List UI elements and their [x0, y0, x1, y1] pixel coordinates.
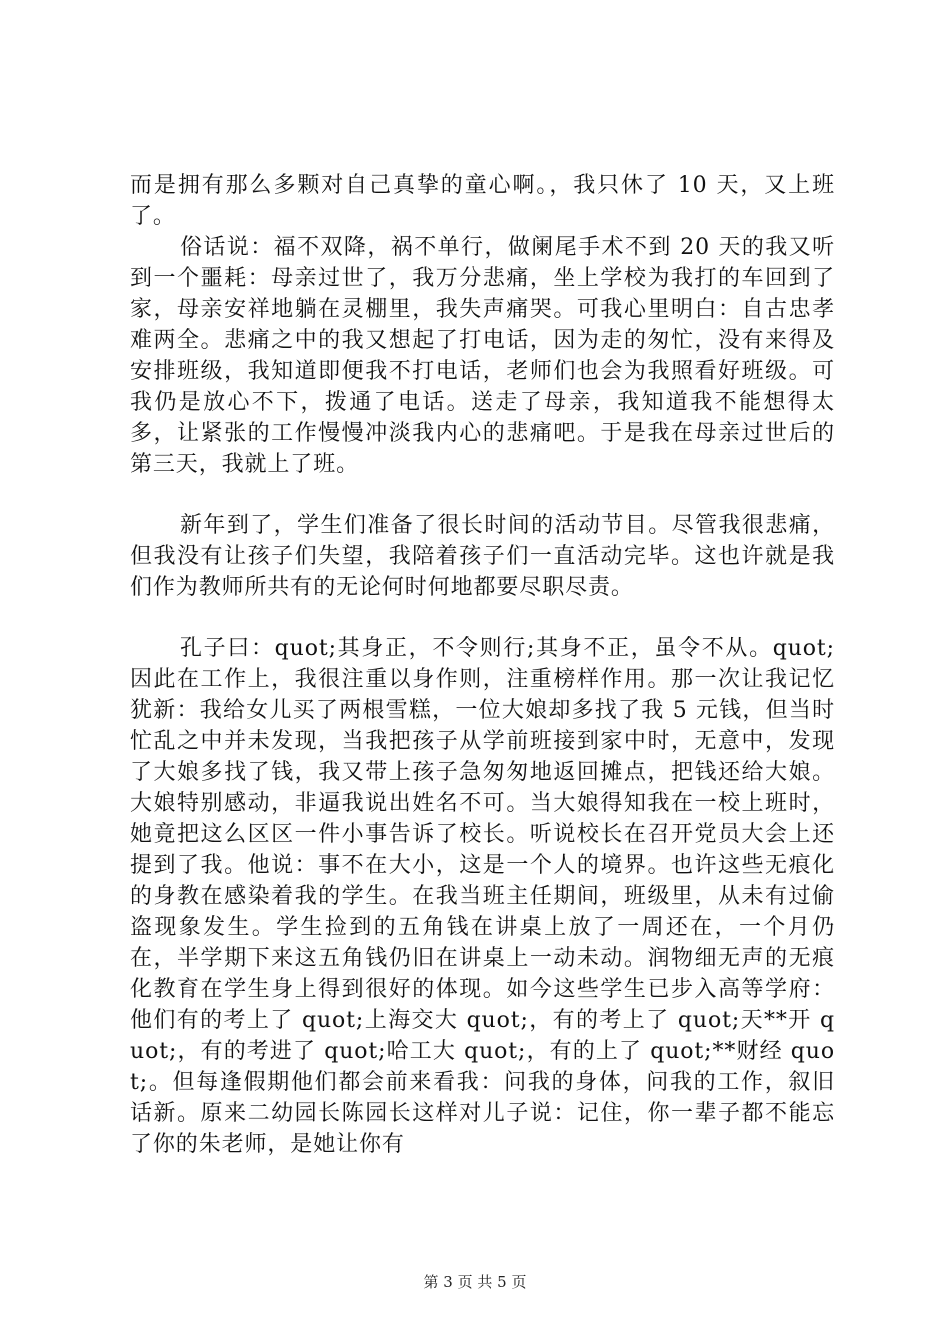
paragraph-mother-passing: 俗话说：福不双降，祸不单行，做阑尾手术不到 20 天的我又听到一个噩耗：母亲过世了，我万分悲痛，坐上学校为我打的车回到了家，母亲安祥地躺在灵棚里，我失声痛哭。可我心里明白：自古忠孝难两全。悲痛之中的我又想起了打电话，因为走的匆忙，没有来得及安排班级，我知道即便我不打电话，老师们也会为我照看好班级。可我仍是放心不下，拨通了电话。送走了母亲，我知道我不能想得太多，让紧张的工作慢慢冲淡我内心的悲痛吧。于是我在母亲过世后的第三天，我就上了班。 [130, 235, 835, 477]
paragraph-gap [130, 603, 835, 633]
paragraph-continuation: 而是拥有那么多颗对自己真挚的童心啊。，我只休了 10 天，又上班了。 [130, 173, 835, 229]
document-body [130, 170, 835, 1160]
paragraph-gap [130, 480, 835, 510]
paragraph-new-year: 新年到了，学生们准备了很长时间的活动节目。尽管我很悲痛，但我没有让孩子们失望，我陪着孩子们一直活动完毕。这也许就是我们作为教师所共有的无论何时何地都要尽职尽责。 [130, 513, 835, 600]
page-footer: 第 3 页 共 5 页 [423, 1273, 527, 1291]
paragraph-confucius: 孔子曰：quot;其身正，不令则行;其身不正，虽令不从。quot;因此在工作上，我很注重以身作则，注重榜样作用。那一次让我记忆犹新：我给女儿买了两根雪糕，一位大娘却多找了我 5 元钱，但当时忙乱之中并未发现，当我把孩子从学前班接到家中时，无意中，发现了大娘多找了钱，我又带上孩子急匆匆地返回摊点，把钱还给大娘。大娘特别感动，非逼我说出姓名不可。当大娘得知我在一校上班时，她竟把这么区区一件小事告诉了校长。听说校长在召开党员大会上还提到了我。他说：事不在大小，这是一个人的境界。也许这些无痕化的身教在感染着我的学生。在我当班主任期间，班级里，从未有过偷盗现象发生。学生捡到的五角钱在讲桌上放了一周还在，一个月仍在，半学期下来这五角钱仍旧在讲桌上一动未动。润物细无声的无痕化教育在学生身上得到很好的体现。如今这些学生已步入高等学府：他们有的考上了 quot;上海交大 quot;，有的考上了 quot;天**开 quot;，有的考进了 quot;哈工大 quot;，有的上了 quot;**财经 quot;。但每逢假期他们都会前来看我：问我的身体，问我的工作，叙旧话新。原来二幼园长陈园长这样对儿子说：记住，你一辈子都不能忘了你的朱老师，是她让你有 [130, 636, 835, 1157]
